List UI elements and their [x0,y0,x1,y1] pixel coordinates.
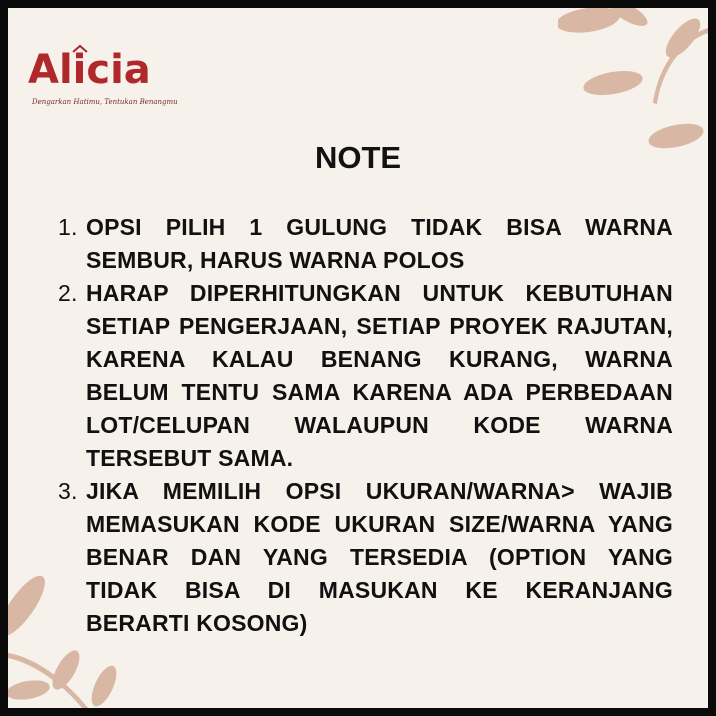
page-title: NOTE [314,140,402,175]
brand-tagline: Dengarkan Hatimu, Tentukan Benangmu [32,98,178,106]
brand-logo [28,47,178,120]
roof-icon [72,44,88,56]
leaf-branch-icon [558,8,708,158]
note-number: 3. [58,478,78,504]
note-text: HARAP DIPERHITUNGKAN UNTUK KEBUTUHAN SETIAP PENGERJAAN, SETIAP PROYEK RAJUTAN, KARENA KALAU BENANG KURANG, WARNA BELUM TENTU SAMA KARENA ADA PERBEDAAN LOT/CELUPAN WALAUPUN KODE WARNA TERSEBUT SAMA. [86,280,673,471]
note-text: JIKA MEMILIH OPSI UKURAN/WARNA> WAJIB MEMASUKAN KODE UKURAN SIZE/WARNA YANG BENAR DAN YANG TERSEDIA (OPTION YANG TIDAK BISA DI MASUKAN KE KERANJANG BERARTI KOSONG) [86,478,673,636]
note-card [8,8,708,708]
note-item [58,475,673,640]
note-item [58,211,673,277]
notes-list [58,211,673,640]
note-item [58,277,673,475]
brand-name: Alicia [28,47,151,93]
note-text: OPSI PILIH 1 GULUNG TIDAK BISA WARNA SEMBUR, HARUS WARNA POLOS [86,214,673,273]
note-number: 2. [58,280,78,306]
note-number: 1. [58,214,78,240]
